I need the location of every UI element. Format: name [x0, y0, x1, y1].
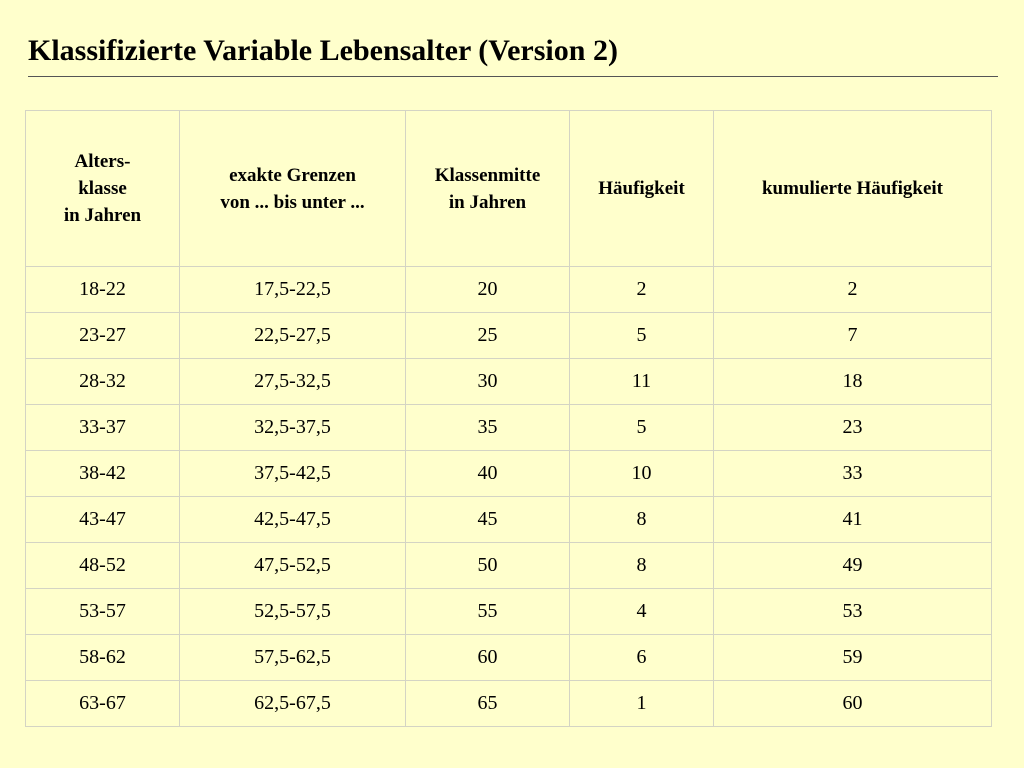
title-divider — [28, 76, 998, 77]
cell-exact-bounds: 17,5-22,5 — [180, 267, 406, 313]
cell-cumulative-frequency: 41 — [714, 497, 992, 543]
cell-class-midpoint: 50 — [406, 543, 570, 589]
table-row — [26, 359, 992, 405]
frequency-table — [25, 110, 992, 727]
header-exact-bounds-line-2: von ... bis unter ... — [220, 191, 365, 213]
cell-age-class: 58-62 — [26, 635, 180, 681]
cell-exact-bounds: 57,5-62,5 — [180, 635, 406, 681]
header-cumulative-frequency — [714, 111, 992, 267]
table-row — [26, 589, 992, 635]
cell-frequency: 6 — [570, 635, 714, 681]
cell-cumulative-frequency: 33 — [714, 451, 992, 497]
cell-cumulative-frequency: 59 — [714, 635, 992, 681]
table-row — [26, 497, 992, 543]
cell-class-midpoint: 35 — [406, 405, 570, 451]
header-cumulative-frequency-line-1: kumulierte Häufigkeit — [761, 178, 944, 199]
header-age-class-line-2: klasse — [78, 178, 127, 199]
cell-cumulative-frequency: 7 — [714, 313, 992, 359]
header-class-midpoint-line-1: Klassenmitte — [434, 164, 541, 186]
page-title: Klassifizierte Variable Lebensalter (Version 2) — [28, 34, 618, 67]
cell-frequency: 8 — [570, 543, 714, 589]
cell-cumulative-frequency: 53 — [714, 589, 992, 635]
table-row — [26, 267, 992, 313]
cell-class-midpoint: 65 — [406, 681, 570, 727]
cell-frequency: 4 — [570, 589, 714, 635]
cell-exact-bounds: 47,5-52,5 — [180, 543, 406, 589]
cell-class-midpoint: 40 — [406, 451, 570, 497]
cell-age-class: 18-22 — [26, 267, 180, 313]
cell-frequency: 2 — [570, 267, 714, 313]
header-exact-bounds-line-1: exakte Grenzen — [229, 164, 356, 186]
cell-age-class: 38-42 — [26, 451, 180, 497]
cell-age-class: 53-57 — [26, 589, 180, 635]
table-row — [26, 681, 992, 727]
header-frequency-line-1: Häufigkeit — [598, 178, 685, 199]
cell-frequency: 5 — [570, 313, 714, 359]
header-exact-bounds — [180, 111, 406, 267]
cell-exact-bounds: 22,5-27,5 — [180, 313, 406, 359]
cell-age-class: 33-37 — [26, 405, 180, 451]
cell-class-midpoint: 60 — [406, 635, 570, 681]
table-row — [26, 451, 992, 497]
cell-cumulative-frequency: 18 — [714, 359, 992, 405]
table-row — [26, 313, 992, 359]
cell-age-class: 48-52 — [26, 543, 180, 589]
cell-class-midpoint: 20 — [406, 267, 570, 313]
cell-age-class: 43-47 — [26, 497, 180, 543]
table-row — [26, 405, 992, 451]
header-age-class-line-1: Alters- — [74, 151, 131, 172]
cell-exact-bounds: 62,5-67,5 — [180, 681, 406, 727]
header-frequency — [570, 111, 714, 267]
cell-exact-bounds: 42,5-47,5 — [180, 497, 406, 543]
cell-age-class: 28-32 — [26, 359, 180, 405]
cell-frequency: 8 — [570, 497, 714, 543]
cell-exact-bounds: 27,5-32,5 — [180, 359, 406, 405]
cell-exact-bounds: 37,5-42,5 — [180, 451, 406, 497]
header-age-class-line-3: in Jahren — [63, 205, 142, 226]
cell-frequency: 1 — [570, 681, 714, 727]
table-row — [26, 635, 992, 681]
cell-cumulative-frequency: 60 — [714, 681, 992, 727]
header-class-midpoint-line-2: in Jahren — [448, 191, 527, 213]
cell-class-midpoint: 45 — [406, 497, 570, 543]
cell-cumulative-frequency: 49 — [714, 543, 992, 589]
cell-frequency: 11 — [570, 359, 714, 405]
cell-frequency: 10 — [570, 451, 714, 497]
cell-exact-bounds: 52,5-57,5 — [180, 589, 406, 635]
cell-class-midpoint: 55 — [406, 589, 570, 635]
cell-age-class: 63-67 — [26, 681, 180, 727]
cell-cumulative-frequency: 2 — [714, 267, 992, 313]
cell-frequency: 5 — [570, 405, 714, 451]
header-age-class — [26, 111, 180, 267]
cell-exact-bounds: 32,5-37,5 — [180, 405, 406, 451]
cell-class-midpoint: 30 — [406, 359, 570, 405]
cell-cumulative-frequency: 23 — [714, 405, 992, 451]
table-row — [26, 543, 992, 589]
cell-age-class: 23-27 — [26, 313, 180, 359]
table-header-row — [26, 111, 992, 267]
cell-class-midpoint: 25 — [406, 313, 570, 359]
header-class-midpoint — [406, 111, 570, 267]
